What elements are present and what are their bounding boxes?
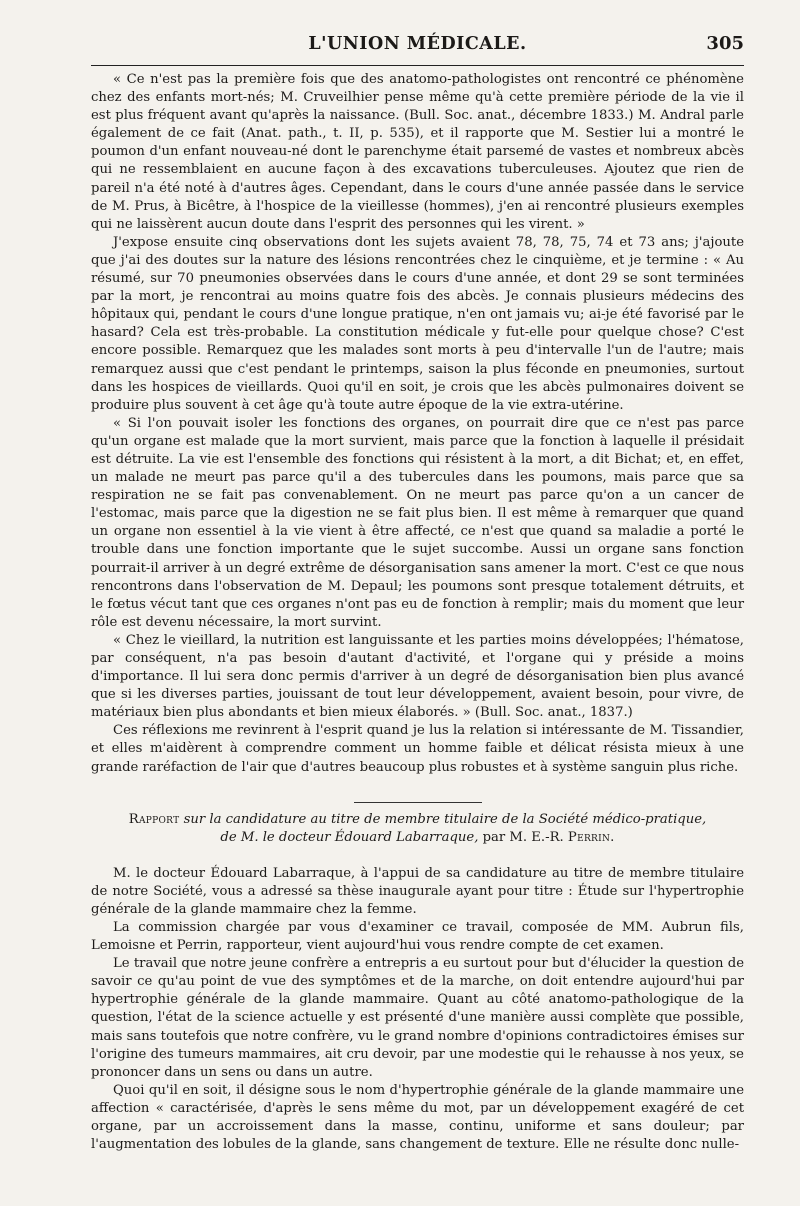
report-par: par M. E.-R. [482,829,564,845]
report-label: Rapport [128,811,180,827]
report-paragraph-1: M. le docteur Édouard Labarraque, à l'appui de sa candidature au titre de membre titulaire de notre Société, vous a adressé sa thèse inaugurale ayant pour titre : Étude sur l'hypertrophie générale de la glande mammaire chez la femme. [91,865,744,917]
report-heading [91,811,744,847]
running-title: L'UNION MÉDICALE. [308,34,527,54]
header-rule [91,65,744,66]
report-sur: sur [183,811,206,827]
quote-paragraph-2: J'expose ensuite cinq observations dont les sujets avaient 78, 78, 75, 74 et 73 ans; j'ajoute que j'ai des doutes sur la nature des lésions rencontrées chez le cinquième, et je termine : « Au résumé, sur 70 pneumonies observées dans le cours d'une année, et dont 29 se sont terminées par la mort, je rencontrai au moins quatre fois des abcès. Je connais plusieurs médecins des hôpitaux qui, pendant le cours d'une longue pratique, n'en ont jamais vu; ai-je été favorisé par le hasard? Cela est très-probable. La constitution médicale y fut-elle pour quelque chose? C'est encore possible. Remarquez que les malades sont morts à peu d'intervalle l'un de l'autre; mais remarquez aussi que c'est pendant le printemps, saison la plus féconde en pneumonies, surtout dans les hospices de vieillards. Quoi qu'il en soit, je crois que les abcès pulmonaires doivent se produire plus souvent à cet âge qu'à toute autre époque de la vie extra-utérine. [91,234,744,413]
report-paragraph-3: Le travail que notre jeune confrère a entrepris a eu surtout pour but d'élucider la question de savoir ce qu'au point de vue des symptômes et de la marche, on doit entendre aujourd'hui par hypertrophie générale de la glande mammaire. Quant au côté anatomo-pathologique de la question, l'état de la science actuelle y est présenté d'une manière aussi complète que possible, mais sans toutefois que notre confrère, vu le grand nombre d'opinions contradictoires émises sur l'origine des tumeurs mammaires, ait cru devoir, par une modestie qui le rehausse à nos yeux, se prononcer dans un sens ou dans un autre. [91,956,744,1080]
report-paragraph-4: Quoi qu'il en soit, il désigne sous le nom d'hypertrophie générale de la glande mammaire une affection « caractérisée, d'après le sens même du mot, par un développement exagéré de cet organe, par un accroissement dans la masse, continu, uniforme et sans douleur; par l'augmentation des lobules de la glande, sans changement de texture. Elle ne résulte donc nulle- [91,1082,744,1153]
text-body [91,71,744,1154]
quote-paragraph-1: « Ce n'est pas la première fois que des anatomo-pathologistes ont rencontré ce phénomène chez des enfants mort-nés; M. Cruveilhier pense même qu'à cette première période de la vie il est plus fréquent avant qu'après la naissance. (Bull. Soc. anat., décembre 1833.) M. Andral parle également de ce fait (Anat. path., t. II, p. 535), et il rapporte que M. Sestier lui a montré le poumon d'un enfant nouveau-né dont le parenchyme était parsemé de vastes et nombreux abcès qui ne ressemblaient en aucune façon à des excavations tuberculeuses. Ajoutez que rien de pareil n'a été noté à d'autres âges. Cependant, dans le cours d'une année passée dans le service de M. Prus, à Bicêtre, à l'hospice de la vieillesse (hommes), j'en ai rencontré plusieurs exemples qui ne laissèrent aucun doute dans l'esprit des personnes qui les virent. » [91,72,744,232]
quote-paragraph-4: « Chez le vieillard, la nutrition est languissante et les parties moins développées; l'hématose, par conséquent, n'a pas besoin d'autant d'activité, et l'organe qui y préside a moins d'importance. Il lui sera donc permis d'arriver à un degré de désorganisation bien plus avancé que si les diverses parties, jouissant de tout leur développement, avaient besoin, pour vivre, de matériaux bien plus abondants et bien mieux élaborés. » (Bull. Soc. anat., 1837.) [91,632,744,721]
report-author: Perrin. [567,829,615,845]
section-separator [354,802,482,803]
report-title-line-2: de M. le docteur Édouard Labarraque, [220,829,479,845]
report-paragraph-2: La commission chargée par vous d'examiner ce travail, composée de MM. Aubrun fils, Lemoisne et Perrin, rapporteur, vient aujourd'hui vous rendre compte de cet examen. [91,919,744,954]
report-title-line-1: la candidature au titre de membre titulaire de la Société médico-pratique, [209,811,707,827]
quote-paragraph-3: « Si l'on pouvait isoler les fonctions des organes, on pourrait dire que ce n'est pas parce qu'un organe est malade que la mort survient, mais parce que la fonction à laquelle il présidait est détruite. La vie est l'ensemble des fonctions qui résistent à la mort, a dit Bichat; et, en effet, un malade ne meurt pas parce qu'il a des tubercules dans les poumons, mais parce que sa respiration ne se fait pas convenablement. On ne meurt pas parce qu'on a un cancer de l'estomac, mais parce que la digestion ne se fait plus bien. Il est même à remarquer que quand un organe non essentiel à la vie vient à être affecté, ce n'est que quand sa maladie a porté le trouble dans une fonction importante que le sujet succombe. Aussi un organe sans fonction pourrait-il arriver à un degré extrême de désorganisation sans amener la mort. C'est ce que nous rencontrons dans l'observation de M. Depaul; les poumons sont presque totalement détruits, et le fœtus vécut tant que ces organes n'ont pas eu de fonction à remplir; mais du moment que leur rôle est devenu nécessaire, la mort survint. [91,415,744,630]
quote-paragraph-5: Ces réflexions me revinrent à l'esprit quand je lus la relation si intéressante de M. Tissandier, et elles m'aidèrent à comprendre comment un homme faible et délicat résista mieux à une grande raréfaction de l'air que d'autres beaucoup plus robustes et à système sanguin plus riche. [91,723,744,775]
page-header [91,30,744,60]
page-number: 305 [706,33,744,54]
